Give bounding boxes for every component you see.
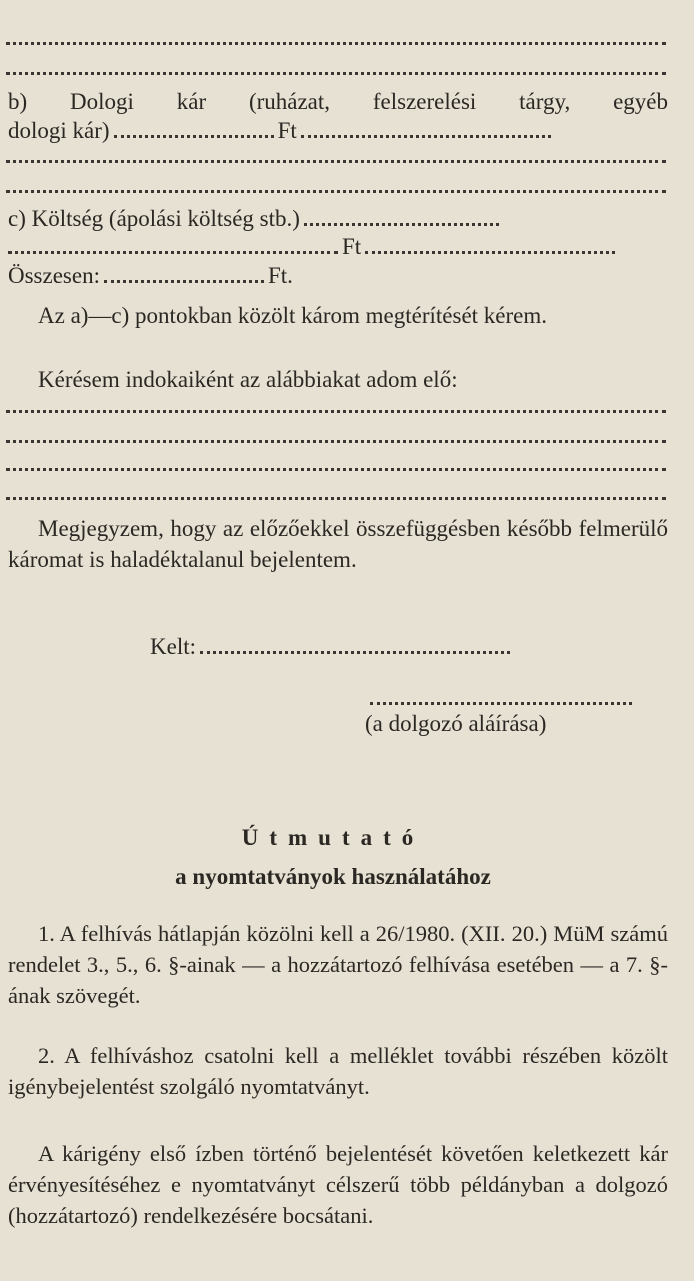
amount-fill [104, 274, 264, 283]
amount-fill [365, 245, 615, 254]
section-c-text: c) Költség (ápolási költség stb.) [8, 206, 300, 231]
guide-item-2: 2. A felhíváshoz csatolni kell a melléklet további részében közölt igénybejelentést szolgáló nyomtatványt. [8, 1043, 668, 1099]
section-b-line2-text: dologi kár) [8, 118, 110, 143]
dotted-line [6, 190, 666, 193]
dotted-line [6, 42, 666, 45]
amount-fill [114, 129, 274, 138]
guide-item-3: A kárigény első ízben történő bejelentését követően keletkezett kár érvényesítéséhez e nyomtatványt célszerű több példányban a dolgozó (hozzátartozó) rendelkezésére bocsátani. [8, 1141, 668, 1228]
guide-item-1: 1. A felhívás hátlapján közölni kell a 26/1980. (XII. 20.) MüM számú rendelet 3., 5., 6. §-ainak — a hozzátartozó felhívása esetében — a 7. §-ának szövegét. [8, 921, 668, 1008]
section-b-line2 [8, 117, 668, 145]
total-label: Összesen: [8, 263, 100, 288]
amount-fill [8, 245, 338, 254]
note-paragraph: Megjegyzem, hogy az előzőekkel összefüggésben később felmerülő káromat is haladéktalanul bejelentem. [8, 516, 668, 572]
reasons-intro: Kérésem indokaiként az alábbiakat adom elő: [38, 367, 458, 392]
dotted-line [6, 497, 666, 500]
date-label: Kelt: [150, 634, 196, 659]
date-fill [200, 645, 510, 654]
section-b-line1: b) Dologi kár (ruházat, felszerelési tárgy, egyéb [8, 89, 668, 114]
guide-subtitle: a nyomtatványok használatához [175, 864, 491, 889]
dotted-line [6, 440, 666, 443]
dotted-line [6, 410, 666, 413]
section-c-line1 [8, 205, 668, 233]
dotted-line [6, 468, 666, 471]
signature-line [370, 702, 632, 705]
dotted-line [6, 160, 666, 163]
amount-fill [304, 217, 499, 226]
guide-title: Útmutató [241, 825, 425, 850]
signature-label: (a dolgozó aláírása) [365, 711, 547, 736]
section-c-line2 [8, 233, 668, 261]
amount-fill [301, 129, 551, 138]
total-currency: Ft. [267, 263, 293, 288]
currency-label: Ft [277, 118, 297, 143]
total-line [8, 262, 668, 290]
date-line [150, 633, 668, 661]
currency-label: Ft [342, 234, 362, 259]
dotted-line [6, 72, 666, 75]
request-paragraph: Az a)—c) pontokban közölt károm megtérítését kérem. [38, 303, 548, 328]
